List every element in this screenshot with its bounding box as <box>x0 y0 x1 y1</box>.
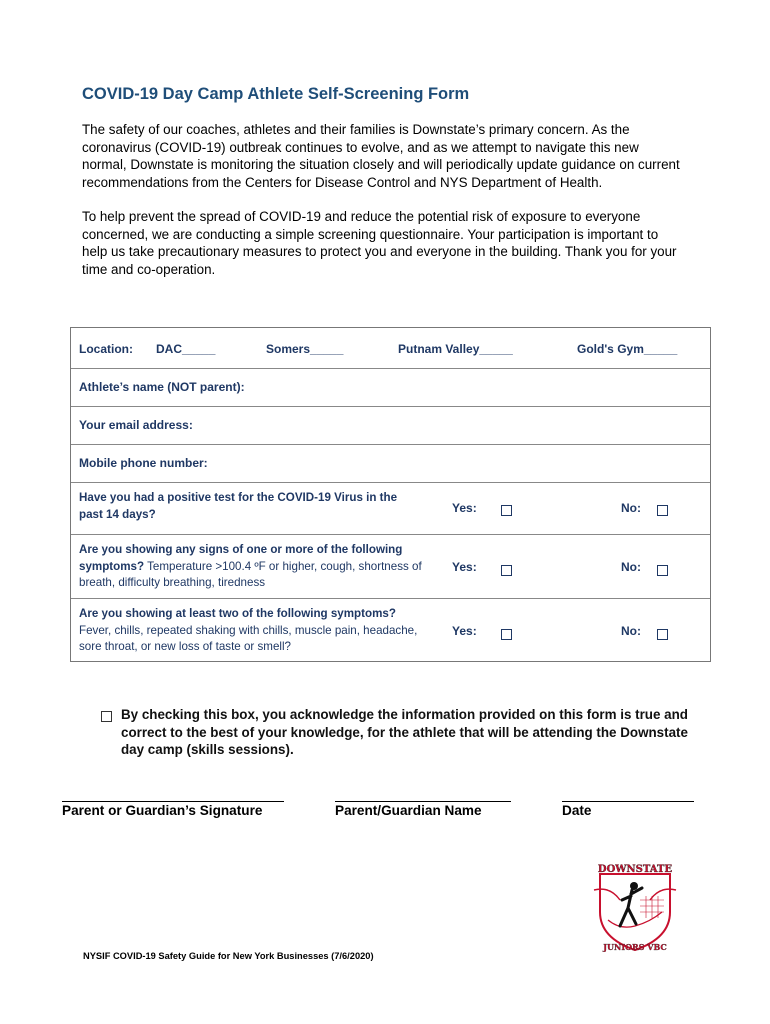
email-label: Your email address: <box>79 418 193 432</box>
question-2-no-checkbox[interactable] <box>657 565 668 576</box>
question-row-3 <box>71 598 710 663</box>
form-title: COVID-19 Day Camp Athlete Self-Screening Form <box>82 85 470 103</box>
question-1-bold: Have you had a positive test for the COVID-19 Virus in the past 14 days? <box>79 491 398 521</box>
question-1-text <box>79 490 424 523</box>
question-2-detail: Temperature >100.4 ºF or higher, cough, shortness of breath, difficulty breathing, tiredness <box>79 559 422 589</box>
logo-top-text: DOWNSTATE <box>597 864 673 875</box>
yes-label: Yes: <box>452 501 477 515</box>
athlete-name-row[interactable] <box>71 368 710 406</box>
email-row[interactable] <box>71 406 710 444</box>
yes-label: Yes: <box>452 560 477 574</box>
intro-paragraph-1: The safety of our coaches, athletes and their families is Downstate’s primary concern. As the coronavirus (COVID-19) outbreak continues to evolve, and as we attempt to navigate this new normal, Downstate is monitoring the situation closely and will periodically update guidance on current recommendations from the Centers for Disease Control and NYS Department of Health. <box>82 122 680 190</box>
question-row-1 <box>71 482 710 534</box>
yes-label: Yes: <box>452 624 477 638</box>
no-label: No: <box>621 501 641 515</box>
question-3-yes-checkbox[interactable] <box>501 629 512 640</box>
question-2-text <box>79 542 424 592</box>
question-3-detail: Fever, chills, repeated shaking with chills, muscle pain, headache, sore throat, or new loss of taste or smell? <box>79 623 418 653</box>
location-option-dac[interactable]: DAC_____ <box>156 342 216 356</box>
location-option-somers[interactable]: Somers_____ <box>266 342 344 356</box>
location-option-golds-gym[interactable]: Gold's Gym_____ <box>577 342 678 356</box>
date-label: Date <box>562 803 592 818</box>
question-3-text <box>79 606 424 656</box>
screening-form-table <box>70 327 711 662</box>
phone-label: Mobile phone number: <box>79 456 208 470</box>
location-label: Location: <box>79 342 133 356</box>
acknowledgement-text: By checking this box, you acknowledge the information provided on this form is true and correct to the best of your knowledge, for the athlete that will be attending the Downstate day camp (skills sessions). <box>121 707 688 757</box>
signature-line[interactable] <box>62 801 284 802</box>
footer-note: NYSIF COVID-19 Safety Guide for New York Businesses (7/6/2020) <box>83 951 374 961</box>
question-2-bold: Are you showing any signs of one or more of the following symptoms? <box>79 543 403 573</box>
no-label: No: <box>621 560 641 574</box>
phone-row[interactable] <box>71 444 710 482</box>
intro-paragraph-2: To help prevent the spread of COVID-19 and reduce the potential risk of exposure to everyone concerned, we are conducting a simple screening questionnaire. Your participation is important to help us take precautionary measures to protect you and everyone in the building. Thank you for your time and co-operation. <box>82 209 677 277</box>
question-row-2 <box>71 534 710 598</box>
signature-label: Parent or Guardian’s Signature <box>62 803 263 818</box>
question-3-no-checkbox[interactable] <box>657 629 668 640</box>
question-1-no-checkbox[interactable] <box>657 505 668 516</box>
downstate-logo <box>590 860 680 952</box>
location-option-putnam-valley[interactable]: Putnam Valley_____ <box>398 342 513 356</box>
question-3-bold: Are you showing at least two of the following symptoms? <box>79 607 396 620</box>
no-label: No: <box>621 624 641 638</box>
athlete-name-label: Athlete’s name (NOT parent): <box>79 380 245 394</box>
acknowledge-checkbox[interactable] <box>101 711 112 722</box>
logo-bottom-text: JUNIORS VBC <box>603 942 667 952</box>
question-1-yes-checkbox[interactable] <box>501 505 512 516</box>
question-2-yes-checkbox[interactable] <box>501 565 512 576</box>
location-row <box>71 328 710 368</box>
date-line[interactable] <box>562 801 694 802</box>
guardian-name-line[interactable] <box>335 801 511 802</box>
guardian-name-label: Parent/Guardian Name <box>335 803 482 818</box>
